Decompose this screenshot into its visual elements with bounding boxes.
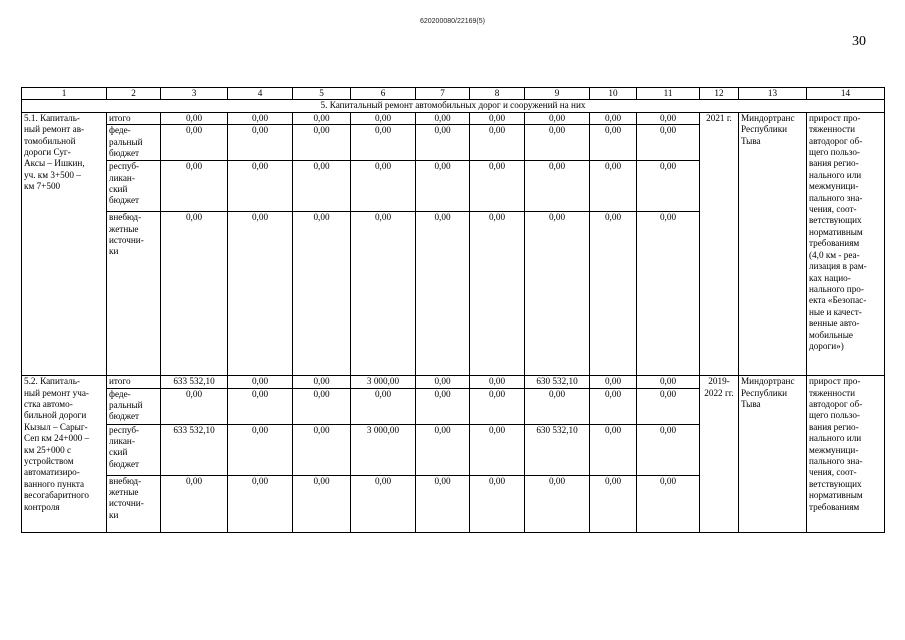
amount-cell: 0,00 bbox=[351, 161, 416, 212]
amount-cell: 0,00 bbox=[228, 112, 293, 124]
section-title: 5. Капитальный ремонт автомобильных дорог и сооружений на них bbox=[22, 100, 885, 112]
amount-cell: 0,00 bbox=[470, 161, 525, 212]
implementation-period: 2019- 2022 гг. bbox=[700, 376, 739, 532]
implementation-period: 2021 г. bbox=[700, 112, 739, 375]
amount-cell: 0,00 bbox=[293, 424, 351, 475]
amount-cell: 0,00 bbox=[525, 388, 590, 424]
column-number: 1 bbox=[22, 88, 107, 100]
amount-cell: 0,00 bbox=[416, 112, 470, 124]
column-number: 11 bbox=[637, 88, 700, 100]
amount-cell: 0,00 bbox=[161, 388, 228, 424]
amount-cell: 630 532,10 bbox=[525, 376, 590, 388]
amount-cell: 0,00 bbox=[637, 475, 700, 532]
amount-cell: 0,00 bbox=[228, 376, 293, 388]
amount-cell: 0,00 bbox=[470, 424, 525, 475]
amount-cell: 0,00 bbox=[525, 125, 590, 161]
amount-cell: 0,00 bbox=[351, 112, 416, 124]
amount-cell: 0,00 bbox=[470, 475, 525, 532]
amount-cell: 0,00 bbox=[590, 424, 637, 475]
amount-cell: 0,00 bbox=[161, 161, 228, 212]
column-number: 14 bbox=[807, 88, 885, 100]
amount-cell: 0,00 bbox=[590, 388, 637, 424]
expected-result: прирост про- тяженности автодорог об- щего пользо- вания регио- нального или межмуници- пального зна- чения, соот- ветствующих нормативным требованиям (4,0 км - реа- лизация в рам- ках нацио- нального про- екта «Безопас- ные и качест- венные авто- мобильные дороги») bbox=[807, 112, 885, 375]
amount-cell: 0,00 bbox=[228, 424, 293, 475]
amount-cell: 0,00 bbox=[590, 125, 637, 161]
amount-cell: 633 532,10 bbox=[161, 376, 228, 388]
responsible-executor: Миндортранс Республики Тыва bbox=[739, 112, 807, 375]
amount-cell: 0,00 bbox=[228, 212, 293, 376]
column-number-row bbox=[22, 88, 885, 100]
amount-cell: 0,00 bbox=[228, 475, 293, 532]
amount-cell: 0,00 bbox=[416, 376, 470, 388]
data-row bbox=[22, 112, 885, 124]
amount-cell: 0,00 bbox=[293, 376, 351, 388]
amount-cell: 0,00 bbox=[637, 112, 700, 124]
amount-cell: 0,00 bbox=[416, 212, 470, 376]
funding-source: феде- ральный бюджет bbox=[107, 388, 161, 424]
column-number: 13 bbox=[739, 88, 807, 100]
funding-source: итого bbox=[107, 112, 161, 124]
amount-cell: 0,00 bbox=[525, 112, 590, 124]
funding-source: респуб- ликан- ский бюджет bbox=[107, 161, 161, 212]
amount-cell: 0,00 bbox=[470, 388, 525, 424]
amount-cell: 0,00 bbox=[637, 125, 700, 161]
amount-cell: 0,00 bbox=[637, 424, 700, 475]
column-number: 10 bbox=[590, 88, 637, 100]
amount-cell: 633 532,10 bbox=[161, 424, 228, 475]
amount-cell: 0,00 bbox=[637, 161, 700, 212]
expected-result: прирост про- тяженности автодорог об- щего пользо- вания регио- нального или межмуници- пального зна- чения, соот- ветствующих нормативным требованиям bbox=[807, 376, 885, 532]
column-number: 4 bbox=[228, 88, 293, 100]
amount-cell: 0,00 bbox=[293, 112, 351, 124]
funding-source: внебюд- жетные источни- ки bbox=[107, 212, 161, 376]
measure-name: 5.1. Капиталь- ный ремонт ав- томобильной дороги Суг- Аксы – Ишкин, уч. км 3+500 – км 7+500 bbox=[22, 112, 107, 375]
amount-cell: 0,00 bbox=[590, 475, 637, 532]
amount-cell: 0,00 bbox=[228, 161, 293, 212]
amount-cell: 0,00 bbox=[228, 388, 293, 424]
amount-cell: 0,00 bbox=[293, 161, 351, 212]
amount-cell: 0,00 bbox=[525, 212, 590, 376]
amount-cell: 0,00 bbox=[637, 376, 700, 388]
amount-cell: 0,00 bbox=[525, 161, 590, 212]
column-number: 5 bbox=[293, 88, 351, 100]
amount-cell: 0,00 bbox=[590, 161, 637, 212]
amount-cell: 0,00 bbox=[416, 161, 470, 212]
amount-cell: 0,00 bbox=[416, 388, 470, 424]
document-code: 620200080/22169(5) bbox=[419, 18, 485, 25]
section-title-row bbox=[22, 100, 885, 112]
amount-cell: 0,00 bbox=[161, 125, 228, 161]
amount-cell: 3 000,00 bbox=[351, 376, 416, 388]
amount-cell: 0,00 bbox=[161, 212, 228, 376]
column-number: 6 bbox=[351, 88, 416, 100]
amount-cell: 0,00 bbox=[416, 424, 470, 475]
amount-cell: 0,00 bbox=[470, 125, 525, 161]
amount-cell: 0,00 bbox=[416, 475, 470, 532]
amount-cell: 0,00 bbox=[590, 376, 637, 388]
column-number: 12 bbox=[700, 88, 739, 100]
amount-cell: 0,00 bbox=[228, 125, 293, 161]
amount-cell: 0,00 bbox=[161, 112, 228, 124]
column-number: 8 bbox=[470, 88, 525, 100]
amount-cell: 630 532,10 bbox=[525, 424, 590, 475]
column-number: 9 bbox=[525, 88, 590, 100]
amount-cell: 0,00 bbox=[293, 212, 351, 376]
amount-cell: 0,00 bbox=[525, 475, 590, 532]
column-number: 3 bbox=[161, 88, 228, 100]
amount-cell: 0,00 bbox=[637, 388, 700, 424]
amount-cell: 0,00 bbox=[470, 212, 525, 376]
funding-source: итого bbox=[107, 376, 161, 388]
amount-cell: 0,00 bbox=[590, 112, 637, 124]
amount-cell: 3 000,00 bbox=[351, 424, 416, 475]
funding-source: феде- ральный бюджет bbox=[107, 125, 161, 161]
amount-cell: 0,00 bbox=[590, 212, 637, 376]
amount-cell: 0,00 bbox=[637, 212, 700, 376]
page-number: 30 bbox=[852, 34, 866, 49]
responsible-executor: Миндортранс Республики Тыва bbox=[739, 376, 807, 532]
amount-cell: 0,00 bbox=[416, 125, 470, 161]
column-number: 7 bbox=[416, 88, 470, 100]
amount-cell: 0,00 bbox=[351, 212, 416, 376]
amount-cell: 0,00 bbox=[351, 475, 416, 532]
amount-cell: 0,00 bbox=[293, 125, 351, 161]
funding-source: респуб- ликан- ский бюджет bbox=[107, 424, 161, 475]
amount-cell: 0,00 bbox=[293, 388, 351, 424]
data-row bbox=[22, 376, 885, 388]
amount-cell: 0,00 bbox=[470, 376, 525, 388]
amount-cell: 0,00 bbox=[470, 112, 525, 124]
amount-cell: 0,00 bbox=[351, 388, 416, 424]
amount-cell: 0,00 bbox=[161, 475, 228, 532]
financing-table bbox=[21, 87, 885, 533]
measure-name: 5.2. Капиталь- ный ремонт уча- стка автомо- бильной дороги Кызыл – Сарыг- Сеп км 24+000 – км 25+000 с устройством автоматизиро- ванного пункта весогабаритного контроля bbox=[22, 376, 107, 532]
column-number: 2 bbox=[107, 88, 161, 100]
amount-cell: 0,00 bbox=[351, 125, 416, 161]
funding-source: внебюд- жетные источни- ки bbox=[107, 475, 161, 532]
amount-cell: 0,00 bbox=[293, 475, 351, 532]
